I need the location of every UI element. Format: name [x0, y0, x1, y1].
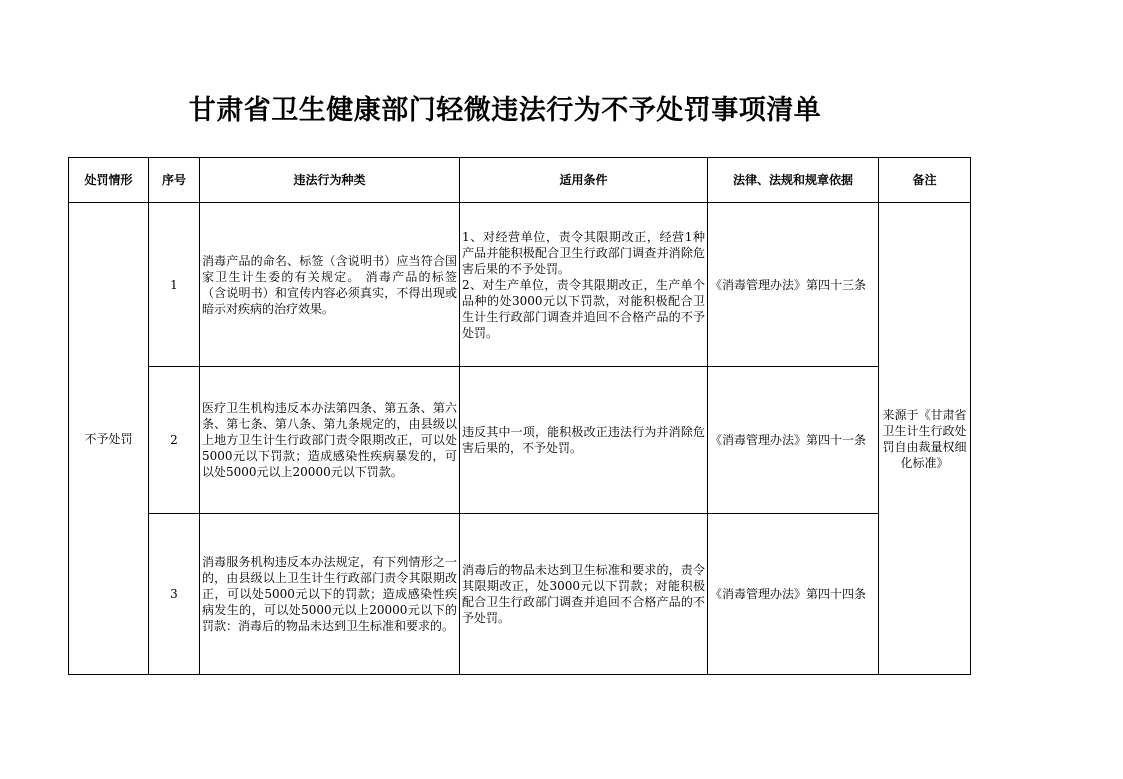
document-title: 甘肃省卫生健康部门轻微违法行为不予处罚事项清单 [188, 95, 822, 126]
condition-cell: 违反其中一项，能积极改正违法行为并消除危害后果的，不予处罚。 [460, 367, 708, 514]
legal-basis-cell: 《消毒管理办法》第四十一条 [708, 367, 879, 514]
header-condition: 适用条件 [460, 158, 708, 203]
row-number: 2 [149, 367, 200, 514]
legal-basis-cell: 《消毒管理办法》第四十三条 [708, 203, 879, 367]
legal-basis-cell: 《消毒管理办法》第四十四条 [708, 514, 879, 675]
violation-type-cell: 消毒服务机构违反本办法规定，有下列情形之一的，由县级以上卫生计生行政部门责令其限期改正，可以处5000元以下的罚款；造成感染性疾病发生的，可以处5000元以上20000元以下的罚款：消毒后的物品未达到卫生标准和要求的。 [200, 514, 460, 675]
penalty-exemption-table [68, 157, 971, 675]
table-header-row [69, 158, 971, 203]
violation-type-cell: 医疗卫生机构违反本办法第四条、第五条、第六条、第七条、第八条、第九条规定的，由县级以上地方卫生计生行政部门责令限期改正，可以处5000元以下罚款；造成感染性疾病暴发的，可以处5000元以上20000元以下罚款。 [200, 367, 460, 514]
remark-cell: 来源于《甘肃省卫生计生行政处罚自由裁量权细化标准》 [879, 203, 971, 675]
header-number: 序号 [149, 158, 200, 203]
row-number: 1 [149, 203, 200, 367]
table-row [69, 203, 971, 367]
row-number: 3 [149, 514, 200, 675]
header-remark: 备注 [879, 158, 971, 203]
situation-cell: 不予处罚 [69, 203, 149, 675]
condition-cell: 1、对经营单位，责令其限期改正，经营1种产品并能积极配合卫生行政部门调查并消除危害后果的不予处罚。 2、对生产单位，责令其限期改正，生产单个品种的处3000元以下罚款，对能积极配合卫生计生行政部门调查并追回不合格产品的不予处罚。 [460, 203, 708, 367]
header-situation: 处罚情形 [69, 158, 149, 203]
table-row [69, 367, 971, 514]
header-legal-basis: 法律、法规和规章依据 [708, 158, 879, 203]
table-row [69, 514, 971, 675]
condition-cell: 消毒后的物品未达到卫生标准和要求的，责令其限期改正，处3000元以下罚款；对能积极配合卫生行政部门调查并追回不合格产品的不予处罚。 [460, 514, 708, 675]
header-violation-type: 违法行为种类 [200, 158, 460, 203]
violation-type-cell: 消毒产品的命名、标签（含说明书）应当符合国家卫生计生委的有关规定。 消毒产品的标签（含说明书）和宣传内容必须真实，不得出现或暗示对疾病的治疗效果。 [200, 203, 460, 367]
